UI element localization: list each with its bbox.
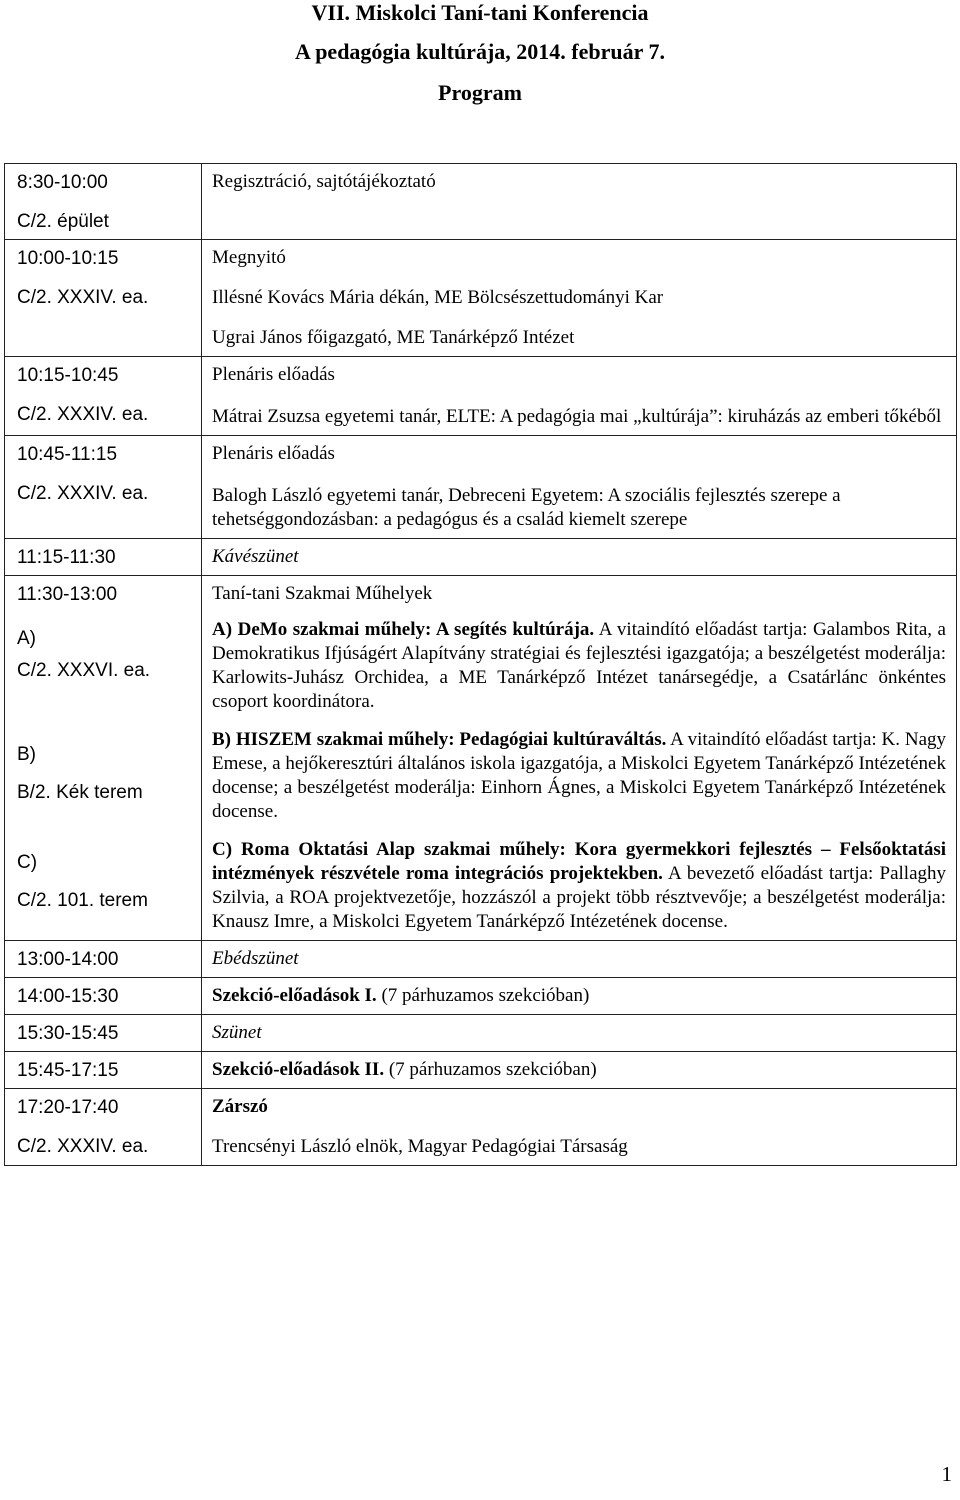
location: C/2. XXXIV. ea.	[17, 404, 149, 425]
workshop-details: A vitaindító előadást tartja: K. Nagy Emese, a hejőkeresztúri általános iskola igazgatója, a Miskolci Egyetem Tanárképző Intézetének docense; a beszélgetést moderálja: Einhorn Ágnes, a Miskolci Egyetem Tanárképző Intézetének docense.	[212, 729, 947, 822]
table-row	[5, 576, 957, 941]
speaker-line: Ugrai János főigazgató, ME Tanárképző Intézet	[212, 327, 575, 348]
table-row	[5, 357, 957, 436]
section-note: (7 párhuzamos szekcióban)	[384, 1059, 597, 1080]
workshop-details: A bevezető előadást tartja: Pallaghy Szilvia, a ROA projektvezetője, hozzászól a projekt több résztvevője; a beszélgetést moderálja: Knausz Imre, a Miskolci Egyetem Tanárképző Intézetének docense.	[212, 863, 947, 932]
workshop-description	[212, 618, 946, 714]
time-cell	[5, 1052, 202, 1089]
content-cell	[202, 357, 957, 436]
time-slot: 14:00-15:30	[17, 986, 119, 1007]
time-slot: 10:15-10:45	[17, 365, 119, 386]
break-label: Ebédszünet	[212, 948, 299, 969]
conference-subtitle: A pedagógia kultúrája, 2014. február 7.	[295, 39, 665, 64]
location: C/2. XXXIV. ea.	[17, 287, 149, 308]
time-slot: 15:45-17:15	[17, 1060, 119, 1081]
content-cell	[202, 941, 957, 978]
table-row	[5, 1052, 957, 1089]
content-cell	[202, 576, 957, 941]
time-cell	[5, 978, 202, 1015]
content-cell	[202, 436, 957, 539]
content-cell	[202, 539, 957, 576]
content-cell	[202, 1052, 957, 1089]
lecture-description: Mátrai Zsuzsa egyetemi tanár, ELTE: A pedagógia mai „kultúrája”: kiruházás az emberi tőkéből	[212, 406, 942, 427]
session-title: Zárszó	[212, 1096, 268, 1117]
content-cell	[202, 978, 957, 1015]
content-cell	[202, 240, 957, 357]
time-slot: 17:20-17:40	[17, 1097, 119, 1118]
program-table	[4, 163, 957, 1166]
workshop-label: C)	[17, 852, 38, 873]
table-row	[5, 941, 957, 978]
time-cell	[5, 164, 202, 240]
workshop-title: A) DeMo szakmai műhely: A segítés kultúrája.	[212, 619, 595, 640]
break-label: Szünet	[212, 1022, 262, 1043]
time-slot: 11:15-11:30	[17, 547, 116, 568]
time-slot: 8:30-10:00	[17, 172, 108, 193]
session-title	[212, 1058, 946, 1082]
session-title: Plenáris előadás	[212, 443, 335, 464]
table-row	[5, 436, 957, 539]
table-row	[5, 539, 957, 576]
lecture-description: Balogh László egyetemi tanár, Debreceni Egyetem: A szociális fejlesztés szerepe a tehetséggondozásban: a pedagógus és a család kiemelt szerepe	[212, 485, 841, 530]
workshop-details: A vitaindító előadást tartja: Galambos Rita, a Demokratikus Ifjúságért Alapítvány stratégiai és fejlesztési igazgatója; a beszélgetést moderálja: Karlowits-Juhász Orchidea, a ME Tanárképző Intézet tanársegédje, a Csatárlánc önkéntes csoport koordinátora.	[212, 619, 946, 712]
workshop-title: C) Roma Oktatási Alap szakmai műhely: Kora gyermekkori fejlesztés – Felsőoktatási intézmények részvétele roma integrációs projektekben.	[212, 839, 946, 884]
location: C/2. XXXIV. ea.	[17, 1136, 149, 1157]
workshop-label: B)	[17, 744, 36, 765]
page-number: 1	[941, 1462, 952, 1486]
time-cell	[5, 1015, 202, 1052]
session-title: Megnyitó	[212, 247, 286, 268]
program-heading: Program	[438, 80, 522, 105]
time-slot: 10:00-10:15	[17, 248, 119, 269]
time-slot: 13:00-14:00	[17, 949, 119, 970]
time-slot: 11:30-13:00	[17, 584, 118, 605]
conference-title: VII. Miskolci Taní-tani Konferencia	[311, 0, 649, 25]
time-cell	[5, 539, 202, 576]
table-row	[5, 240, 957, 357]
location: C/2. épület	[17, 211, 109, 232]
workshop-title: B) HISZEM szakmai műhely: Pedagógiai kultúraváltás.	[212, 729, 667, 750]
time-cell	[5, 240, 202, 357]
section-title: Szekció-előadások I.	[212, 985, 377, 1006]
workshop-location: C/2. 101. terem	[17, 890, 148, 911]
workshop-description	[212, 838, 946, 934]
time-cell	[5, 576, 202, 941]
session-title	[212, 984, 946, 1008]
session-title: Regisztráció, sajtótájékoztató	[212, 171, 436, 192]
speaker-line: Trencsényi László elnök, Magyar Pedagógiai Társaság	[212, 1136, 628, 1157]
location: C/2. XXXIV. ea.	[17, 483, 149, 504]
workshop-label: A)	[17, 628, 36, 649]
time-cell	[5, 1089, 202, 1166]
table-row	[5, 164, 957, 240]
time-slot: 10:45-11:15	[17, 444, 118, 465]
content-cell	[202, 1015, 957, 1052]
section-note: (7 párhuzamos szekcióban)	[376, 985, 590, 1006]
table-row	[5, 1089, 957, 1166]
break-label: Kávészünet	[212, 546, 299, 567]
session-title: Taní-tani Szakmai Műhelyek	[212, 583, 433, 604]
table-row	[5, 978, 957, 1015]
session-title: Plenáris előadás	[212, 364, 335, 385]
content-cell	[202, 1089, 957, 1166]
table-row	[5, 1015, 957, 1052]
workshop-description	[212, 728, 946, 824]
time-cell	[5, 357, 202, 436]
time-cell	[5, 436, 202, 539]
time-cell	[5, 941, 202, 978]
section-title: Szekció-előadások II.	[212, 1059, 385, 1080]
content-cell	[202, 164, 957, 240]
speaker-line: Illésné Kovács Mária dékán, ME Bölcsészettudományi Kar	[212, 287, 664, 308]
workshop-location: C/2. XXXVI. ea.	[17, 660, 151, 681]
time-slot: 15:30-15:45	[17, 1023, 119, 1044]
workshop-location: B/2. Kék terem	[17, 782, 143, 803]
